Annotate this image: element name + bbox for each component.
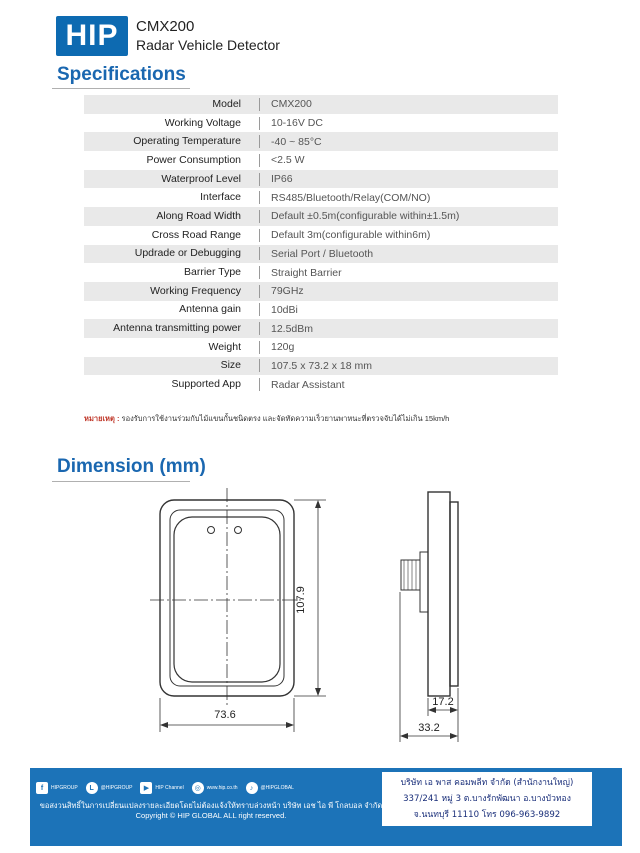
address-line-company: บริษัท เอ พาส คอมพลีท จำกัด (สำนักงานใหญ่) xyxy=(400,778,574,788)
spec-note xyxy=(84,413,449,425)
social-label: www.hip.co.th xyxy=(206,785,238,791)
spec-value: CMX200 xyxy=(271,98,312,111)
spec-key: Supported App xyxy=(84,378,260,391)
mount-hole-right xyxy=(235,527,242,534)
product-name: Radar Vehicle Detector xyxy=(136,37,280,53)
facebook-icon: f xyxy=(36,782,48,794)
footer-copyright: Copyright © HIP GLOBAL ALL right reserved. xyxy=(135,811,287,820)
spec-row xyxy=(84,301,558,320)
spec-value: 107.5 x 73.2 x 18 mm xyxy=(271,359,372,372)
spec-row xyxy=(84,132,558,151)
spec-row xyxy=(84,151,558,170)
product-titles xyxy=(136,18,280,54)
width-dimension-label: 73.6 xyxy=(214,709,236,721)
spec-row xyxy=(84,263,558,282)
model-name: CMX200 xyxy=(136,18,195,35)
spec-value: -40 ~ 85°C xyxy=(271,135,322,148)
spec-value: Default 3m(configurable within6m) xyxy=(271,229,431,242)
address-line-province: จ.นนทบุรี 11110 โทร 096-963-9892 xyxy=(413,810,561,820)
spec-value: Straight Barrier xyxy=(271,266,342,279)
spec-value: RS485/Bluetooth/Relay(COM/NO) xyxy=(271,191,431,204)
side-back-plate xyxy=(450,502,458,686)
footer-bar xyxy=(30,768,622,846)
spec-value: 79GHz xyxy=(271,285,304,298)
spec-value: 10dBi xyxy=(271,303,298,316)
spec-key: Waterproof Level xyxy=(84,173,260,186)
spec-key: Operating Temperature xyxy=(84,135,260,148)
address-line-street: 337/241 หมู่ 3 ต.บางรักพัฒนา อ.บางบัวทอง xyxy=(403,794,571,804)
spec-value: Radar Assistant xyxy=(271,378,345,391)
spec-key: Along Road Width xyxy=(84,210,260,223)
social-link[interactable] xyxy=(246,782,294,794)
social-links xyxy=(36,782,294,794)
youtube-icon: ▶ xyxy=(140,782,152,794)
spec-value: Serial Port / Bluetooth xyxy=(271,247,374,260)
spec-row xyxy=(84,245,558,264)
dimension-drawing xyxy=(0,480,640,750)
social-link[interactable] xyxy=(36,782,78,794)
side-connector-base xyxy=(420,552,428,612)
spec-key: Antenna transmitting power xyxy=(84,322,260,335)
spec-key: Size xyxy=(84,359,260,372)
social-label: HIP Channel xyxy=(155,785,184,791)
mount-hole-left xyxy=(208,527,215,534)
spec-value: 120g xyxy=(271,341,295,354)
spec-key: Barrier Type xyxy=(84,266,260,279)
social-label: @HIPGLOBAL xyxy=(260,785,294,791)
specifications-divider xyxy=(52,88,190,89)
spec-key: Working Frequency xyxy=(84,285,260,298)
page-header xyxy=(56,14,280,58)
spec-table xyxy=(84,95,558,394)
spec-row xyxy=(84,226,558,245)
spec-value: 10-16V DC xyxy=(271,117,323,130)
spec-value: 12.5dBm xyxy=(271,322,314,335)
web-icon: ◎ xyxy=(192,782,204,794)
spec-row xyxy=(84,170,558,189)
spec-value: IP66 xyxy=(271,173,293,186)
spec-value: Default ±0.5m(configurable within±1.5m) xyxy=(271,210,460,223)
spec-row xyxy=(84,319,558,338)
dimension-heading: Dimension (mm) xyxy=(57,456,206,477)
spec-row xyxy=(84,357,558,376)
spec-row xyxy=(84,282,558,301)
spec-key: Updrade or Debugging xyxy=(84,247,260,260)
address-box xyxy=(382,772,592,826)
social-label: @HIPGROUP xyxy=(100,785,133,791)
social-label: HIPGROUP xyxy=(51,785,78,791)
side-body xyxy=(428,492,450,696)
spec-key: Cross Road Range xyxy=(84,229,260,242)
footer-disclaimer: ขอสงวนสิทธิ์ในการเปลี่ยนแปลงรายละเอียดโดยไม่ต้องแจ้งให้ทราบล่วงหน้า บริษัท เอช ไอ พี โกลบอล จำกัด xyxy=(39,801,383,810)
social-link[interactable] xyxy=(86,782,133,794)
spec-row xyxy=(84,375,558,394)
specifications-heading: Specifications xyxy=(57,64,186,85)
spec-row xyxy=(84,188,558,207)
social-link[interactable] xyxy=(140,782,183,794)
note-label: หมายเหตุ : xyxy=(84,414,120,423)
social-link[interactable] xyxy=(192,782,238,794)
line-icon: L xyxy=(86,782,98,794)
spec-row xyxy=(84,207,558,226)
spec-key: Weight xyxy=(84,341,260,354)
overall-depth-dimension-label: 33.2 xyxy=(418,722,440,734)
spec-row xyxy=(84,338,558,357)
spec-key: Antenna gain xyxy=(84,303,260,316)
note-text: รองรับการใช้งานร่วมกับไม้แขนกั้นชนิดตรง และจัดทัดความเร็วยานพาหนะที่ตรวจจับได้ไม่เกิน 15km/h xyxy=(121,414,450,423)
spec-key: Interface xyxy=(84,191,260,204)
depth-dimension-label: 17.2 xyxy=(432,696,454,708)
height-dimension-label: 107.9 xyxy=(295,586,307,614)
spec-key: Working Voltage xyxy=(84,117,260,130)
spec-row xyxy=(84,95,558,114)
spec-row xyxy=(84,114,558,133)
hip-logo: HIP xyxy=(56,16,128,56)
tiktok-icon: ♪ xyxy=(246,782,258,794)
spec-key: Model xyxy=(84,98,260,111)
spec-key: Power Consumption xyxy=(84,154,260,167)
spec-value: <2.5 W xyxy=(271,154,305,167)
